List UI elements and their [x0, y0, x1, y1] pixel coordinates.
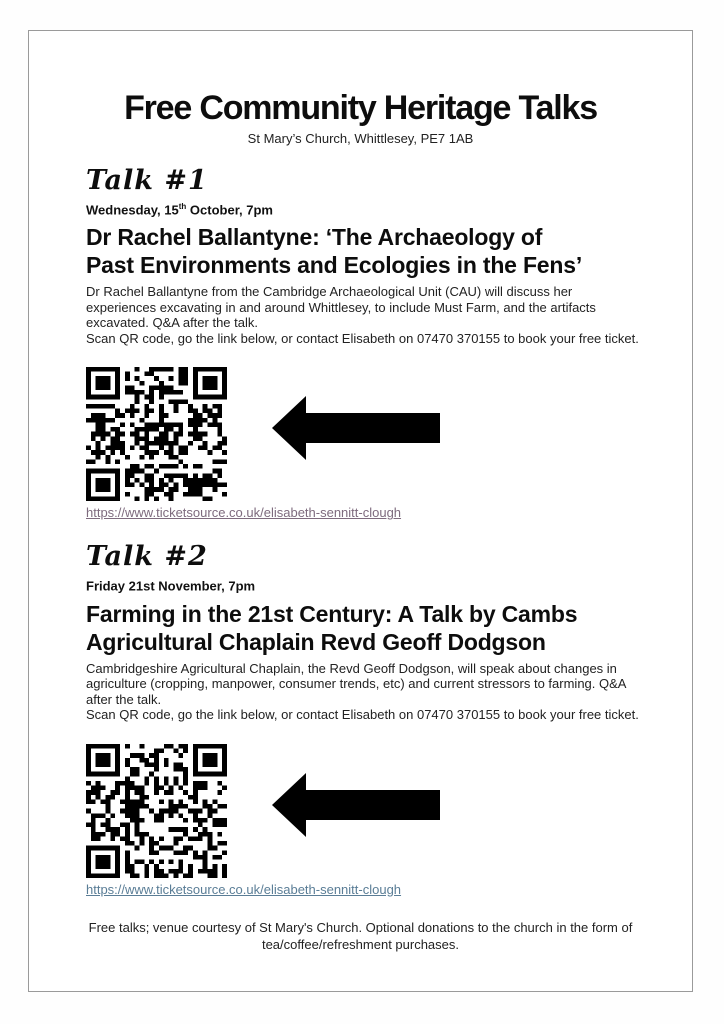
talk-1-booking-line: Scan QR code, go the link below, or contact Elisabeth on 07470 370155 to book your free ticket.	[86, 330, 639, 346]
talk-1-title	[86, 223, 642, 279]
qr-code	[86, 744, 227, 878]
talk-2-description-line: after the talk.	[86, 691, 162, 707]
talk-2-description-line: Cambridgeshire Agricultural Chaplain, the Revd Geoff Dodgson, will speak about changes in	[86, 660, 617, 676]
talk-2-title	[86, 600, 642, 656]
flyer-page	[28, 30, 693, 992]
footer-line-2: tea/coffee/refreshment purchases.	[261, 937, 460, 953]
footer-note	[29, 919, 692, 954]
talk-1-qr-row	[86, 367, 642, 501]
talk-1-description-line: excavated. Q&A after the talk.	[86, 315, 258, 331]
talk-2-qr-row	[86, 744, 642, 878]
talk-2-section	[86, 541, 642, 898]
talk-2-date	[86, 578, 642, 593]
talk-1-label: Talk #1	[86, 165, 208, 196]
venue-address: St Mary’s Church, Whittlesey, PE7 1AB	[247, 131, 474, 146]
talk-1-description-line: experiences excavating in and around Whittlesey, to include Must Farm, and the artifacts	[86, 299, 596, 315]
talk-2-title-line-2: Agricultural Chaplain Revd Geoff Dodgson	[86, 628, 546, 655]
talk-1-description	[86, 284, 642, 346]
left-arrow-icon	[272, 396, 440, 460]
talk-1-title-line-2: Past Environments and Ecologies in the Fens’	[86, 252, 583, 279]
talk-2-ticket-link[interactable]: https://www.ticketsource.co.uk/elisabeth-sennitt-clough	[86, 881, 402, 897]
talk-1-ticket-link[interactable]: https://www.ticketsource.co.uk/elisabeth-sennitt-clough	[86, 505, 402, 521]
talk-2-booking-line: Scan QR code, go the link below, or contact Elisabeth on 07470 370155 to book your free ticket.	[86, 707, 639, 723]
talk-2-title-line-1: Farming in the 21st Century: A Talk by Cambs	[86, 600, 578, 627]
talk-2-date-text: Friday 21st November, 7pm	[86, 578, 256, 594]
talk-1-date-text: Wednesday, 15	[86, 202, 179, 218]
talk-1-title-line-1: Dr Rachel Ballantyne: ‘The Archaeology of	[86, 224, 543, 251]
qr-code	[86, 367, 227, 501]
page-title: Free Community Heritage Talks	[124, 89, 597, 127]
talk-2-description-line: agriculture (cropping, manpower, consumer trends, etc) and current stressors to farming. Q&A	[86, 676, 627, 692]
talk-1-date	[86, 202, 642, 217]
talk-2-label: Talk #2	[86, 541, 208, 573]
talk-1-description-line: Dr Rachel Ballantyne from the Cambridge Archaeological Unit (CAU) will discuss her	[86, 284, 573, 300]
talk-2-description	[86, 661, 642, 723]
talk-1-date-rest: October, 7pm	[186, 202, 273, 218]
talk-1-section	[86, 165, 642, 522]
left-arrow-icon	[272, 773, 440, 837]
talk-1-date-ordinal: th	[178, 202, 187, 211]
footer-line-1: Free talks; venue courtesy of St Mary's Church. Optional donations to the church in the form of	[88, 919, 633, 935]
